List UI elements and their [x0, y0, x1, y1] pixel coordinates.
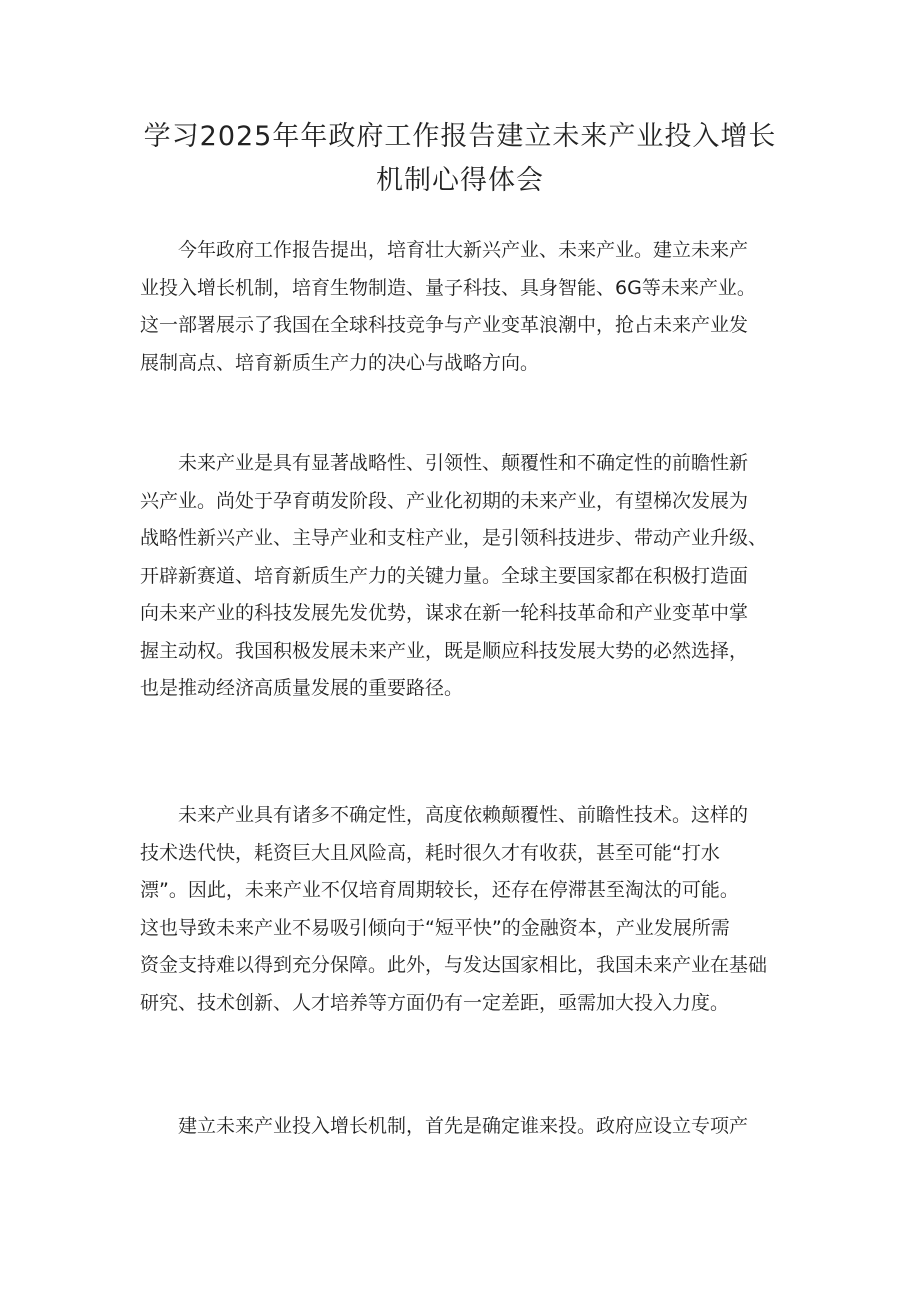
paragraph-line: 开辟新赛道、培育新质生产力的关键力量。全球主要国家都在积极打造面	[140, 564, 749, 587]
paragraph-4	[140, 1108, 790, 1146]
paragraph-line: 业投入增长机制，培育生物制造、量子科技、具身智能、6G等未来产业。	[140, 276, 756, 299]
paragraph-line: 展制高点、培育新质生产力的决心与战略方向。	[140, 351, 540, 374]
paragraph-line: 未来产业是具有显著战略性、引领性、颠覆性和不确定性的前瞻性新	[178, 452, 749, 474]
title-line-1: 学习2025年年政府工作报告建立未来产业投入增长	[143, 121, 777, 152]
paragraph-line: 向未来产业的科技发展先发优势，谋求在新一轮科技革命和产业变革中掌	[140, 602, 749, 624]
paragraph-line: 这也导致未来产业不易吸引倾向于“短平快”的金融资本，产业发展所需	[140, 916, 730, 939]
paragraph-1	[140, 232, 790, 382]
paragraph-line: 今年政府工作报告提出，培育壮大新兴产业、未来产业。建立未来产	[178, 239, 749, 261]
paragraph-line: 技术迭代快，耗资巨大且风险高，耗时很久才有收获，甚至可能“打水	[140, 841, 720, 864]
paragraph-2	[140, 445, 790, 708]
paragraph-line: 握主动权。我国积极发展未来产业，既是顺应科技发展大势的必然选择，	[140, 639, 749, 662]
paragraph-line: 这一部署展示了我国在全球科技竞争与产业变革浪潮中，抢占未来产业发	[140, 314, 749, 336]
paragraph-line: 战略性新兴产业、主导产业和支柱产业，是引领科技进步、带动产业升级、	[140, 527, 768, 549]
paragraph-line: 也是推动经济高质量发展的重要路径。	[140, 677, 464, 699]
paragraph-line: 漂”。因此，未来产业不仅培育周期较长，还存在停滞甚至淘汰的可能。	[140, 879, 739, 901]
title-line-2: 机制心得体会	[376, 165, 544, 196]
document-title	[120, 115, 800, 203]
paragraph-3	[140, 797, 790, 1022]
paragraph-line: 研究、技术创新、人才培养等方面仍有一定差距，亟需加大投入力度。	[140, 991, 730, 1014]
paragraph-line: 资金支持难以得到充分保障。此外，与发达国家相比，我国未来产业在基础	[140, 954, 768, 976]
paragraph-line: 兴产业。尚处于孕育萌发阶段、产业化初期的未来产业，有望梯次发展为	[140, 489, 749, 512]
paragraph-line: 未来产业具有诸多不确定性，高度依赖颠覆性、前瞻性技术。这样的	[178, 804, 749, 826]
paragraph-line: 建立未来产业投入增长机制，首先是确定谁来投。政府应设立专项产	[178, 1115, 749, 1137]
